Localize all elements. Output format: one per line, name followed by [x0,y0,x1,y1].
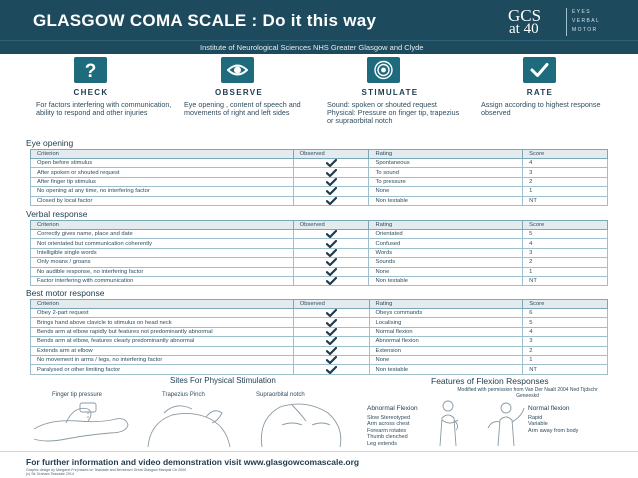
observed-cell [293,258,369,267]
stimulation-sites-illustration [30,399,360,449]
sites-title: Sites For Physical Stimulation [170,376,276,385]
score-cell: 4 [523,239,608,248]
eye-opening-table [30,149,608,206]
checkmark-icon [326,197,337,205]
criterion-cell: Correctly gives name, place and date [31,230,294,239]
score-cell: 2 [523,177,608,186]
criterion-cell: Open before stimulus [31,159,294,168]
table-row [31,159,608,168]
criterion-cell: Closed by local factor [31,196,294,205]
checkmark-icon [326,169,337,177]
score-cell: 3 [523,248,608,257]
list-item: Slow Stereotyped [367,415,411,421]
observed-cell [293,177,369,186]
list-item: Rapid [528,415,543,421]
score-cell: 1 [523,187,608,196]
flexion-title: Features of Flexion Responses [431,376,549,386]
footer-credits [26,468,186,476]
list-item: Thumb clenched [367,434,408,441]
flexion-figures-illustration [430,398,528,448]
checkmark-icon [326,187,337,195]
checkmark-icon [326,249,337,257]
step-check [36,54,186,134]
score-cell: 2 [523,258,608,267]
table-row [31,187,608,196]
score-cell: 2 [523,346,608,355]
table-row [31,318,608,327]
checkmark-icon [523,57,556,83]
step-label: CHECK [73,88,109,97]
criterion-cell: Factor interfering with communication [31,276,294,285]
table-row [31,267,608,276]
normal-flexion-list [528,415,578,434]
table-row [31,346,608,355]
logo-gcs-text: GCS [508,6,542,25]
criterion-cell: Intelligible single words [31,248,294,257]
criterion-cell: Bends arm at elbow rapidly but features not predominantly abnormal [31,327,294,336]
checkmark-icon [326,319,337,327]
score-cell: 3 [523,337,608,346]
checkmark-icon [326,277,337,285]
column-header-criterion: Criterion [31,300,294,309]
step-label: OBSERVE [214,88,264,97]
rating-cell: Abnormal flexion [369,337,523,346]
checkmark-icon [326,347,337,355]
observed-cell [293,196,369,205]
table-row [31,230,608,239]
logo-at40-text: at 40 [509,21,539,37]
list-item: Forearm rotates [367,427,407,434]
rating-cell: Obeys commands [369,309,523,318]
logo-word-motor: MOTOR [572,27,598,33]
column-header-observed: Observed [293,150,369,159]
criterion-cell: Only moans / groans [31,258,294,267]
step-stimulate [327,54,477,134]
checkmark-icon [326,356,337,364]
criterion-cell: Paralysed or other limiting factor [31,365,294,374]
rating-cell: Non testable [369,196,523,205]
site-label-finger-tip: Finger tip pressure [52,392,103,398]
verbal-response-table [30,220,608,286]
gcs-at-40-logo [508,6,608,38]
score-cell: NT [523,365,608,374]
column-header-rating: Rating [369,221,523,230]
observed-cell [293,239,369,248]
table-row [31,276,608,285]
criterion-cell: Extends arm at elbow [31,346,294,355]
footer-credit-line: Graphic design by Margaret Frej based on Teasdale and Bevstrovn Great Glasgow Marquis Ctr 2000 [26,468,187,472]
institute-text: Institute of Neurological Sciences NHS Greater Glasgow and Clyde [200,43,424,52]
concentric-circles-icon [367,57,400,83]
score-cell: 3 [523,168,608,177]
column-header-observed: Observed [293,221,369,230]
abnormal-flexion-heading: Abnormal Flexion [367,405,418,412]
checkmark-icon [326,268,337,276]
rating-cell: Normal flexion [369,327,523,336]
observed-cell [293,309,369,318]
rating-cell: To pressure [369,177,523,186]
svg-text:?: ? [84,61,97,80]
eye-icon [221,57,254,83]
observed-cell [293,168,369,177]
checkmark-icon [326,159,337,167]
checkmark-icon [326,309,337,317]
step-description: For factors interfering with communication, ability to respond and other injuries [36,100,172,118]
table-row [31,239,608,248]
observed-cell [293,230,369,239]
step-rate [481,54,631,134]
question-mark-icon [74,57,107,83]
section-title-eye-opening: Eye opening [26,138,74,148]
checkmark-icon [326,366,337,374]
normal-flexion-heading: Normal flexion [528,405,570,412]
step-label: RATE [526,88,554,97]
rating-cell: To sound [369,168,523,177]
observed-cell [293,337,369,346]
checkmark-icon [326,178,337,186]
table-row [31,365,608,374]
footer [0,451,638,478]
column-header-criterion: Criterion [31,221,294,230]
score-cell: 4 [523,327,608,336]
logo-word-eyes: EYES [572,9,591,15]
table-row [31,355,608,364]
site-label-supraorbital: Supraorbital notch [256,392,305,398]
score-cell: 1 [523,355,608,364]
column-header-score: Score [523,150,608,159]
score-cell: 5 [523,230,608,239]
observed-cell [293,159,369,168]
list-item: Arm across chest [367,421,410,428]
rating-cell: Words [369,248,523,257]
step-description: Assign according to highest response observed [481,100,601,118]
criterion-cell: Bends arm at elbow, features clearly predominantly abnormal [31,337,294,346]
score-cell: 6 [523,309,608,318]
score-cell: 4 [523,159,608,168]
flexion-subtitle: Modified with permission from Van Der Naalt 2004 Ned Tijdschr Geneeskd [457,387,598,399]
observed-cell [293,327,369,336]
criterion-cell: No movement in arms / legs, no interfering factor [31,355,294,364]
institute-bar [0,40,638,54]
best-motor-response-table [30,299,608,375]
checkmark-icon [326,230,337,238]
rating-cell: Sounds [369,258,523,267]
column-header-observed: Observed [293,300,369,309]
rating-cell: Spontaneous [369,159,523,168]
criterion-cell: No opening at any time, no interfering factor [31,187,294,196]
step-description: Eye opening , content of speech and movements of right and left sides [184,100,301,118]
observed-cell [293,346,369,355]
observed-cell [293,365,369,374]
step-observe [184,54,334,134]
site-label-trapezius: Trapezius Pinch [162,392,205,398]
header-bar [0,0,638,40]
footer-link-text[interactable]: For further information and video demonstration visit www.glasgowcomascale.org [26,457,360,467]
column-header-rating: Rating [369,150,523,159]
rating-cell: Extension [369,346,523,355]
page-title: GLASGOW COMA SCALE : Do it this way [33,11,377,30]
section-title-verbal-response: Verbal response [26,209,88,219]
score-cell: 5 [523,318,608,327]
observed-cell [293,318,369,327]
section-title-best-motor-response: Best motor response [26,288,105,298]
column-header-rating: Rating [369,300,523,309]
rating-cell: None [369,355,523,364]
rating-cell: None [369,267,523,276]
rating-cell: Localising [369,318,523,327]
logo-divider [566,8,567,36]
rating-cell: Orientated [369,230,523,239]
score-cell: NT [523,276,608,285]
score-cell: NT [523,196,608,205]
list-item: Variable [528,421,548,428]
abnormal-flexion-list [367,415,410,447]
criterion-cell: After spoken or shouted request [31,168,294,177]
list-item: Leg extends [367,440,397,447]
list-item: Arm away from body [528,427,579,434]
table-row [31,177,608,186]
criterion-cell: Brings hand above clavicle to stimulus on head neck [31,318,294,327]
logo-words [572,8,600,35]
table-row [31,196,608,205]
observed-cell [293,276,369,285]
table-row [31,258,608,267]
table-row [31,248,608,257]
observed-cell [293,187,369,196]
column-header-criterion: Criterion [31,150,294,159]
column-header-score: Score [523,221,608,230]
score-cell: 1 [523,267,608,276]
rating-cell: None [369,187,523,196]
observed-cell [293,267,369,276]
step-label: STIMULATE [361,88,419,97]
step-description: Sound: spoken or shouted request Physical: Pressure on finger tip, trapezius or supraorbital notch [327,100,460,126]
footer-copyright-line: (c) Sir Graham Teasdale 2014 [26,472,74,477]
checkmark-icon [326,337,337,345]
rating-cell: Non testable [369,276,523,285]
checkmark-icon [326,328,337,336]
criterion-cell: After finger tip stimulus [31,177,294,186]
steps-row [0,54,638,134]
criterion-cell: Obey 2-part request [31,309,294,318]
table-row [31,309,608,318]
observed-cell [293,248,369,257]
table-row [31,327,608,336]
observed-cell [293,355,369,364]
criterion-cell: Not orientated but communication coherently [31,239,294,248]
rating-cell: Non testable [369,365,523,374]
table-row [31,337,608,346]
column-header-score: Score [523,300,608,309]
table-row [31,168,608,177]
criterion-cell: No audible response, no interfering factor [31,267,294,276]
checkmark-icon [326,258,337,266]
checkmark-icon [326,240,337,248]
logo-word-verbal: VERBAL [572,18,601,24]
rating-cell: Confused [369,239,523,248]
